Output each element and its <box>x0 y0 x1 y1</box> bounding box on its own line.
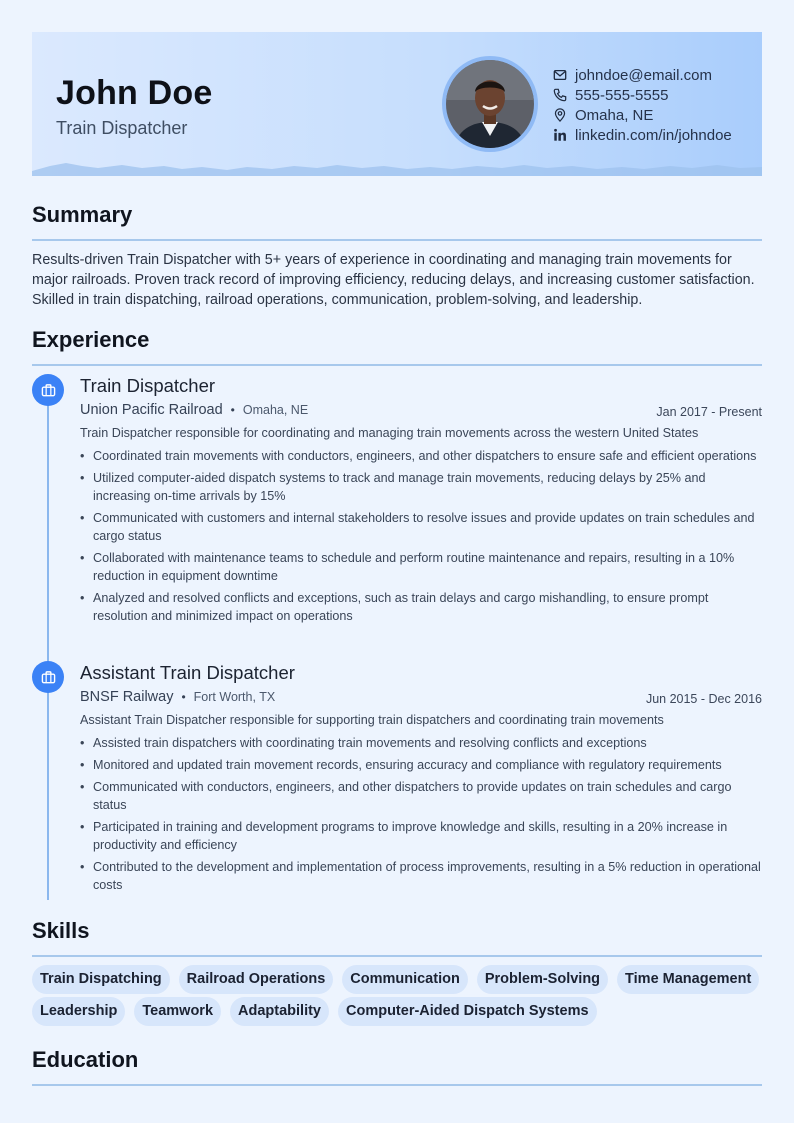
summary-heading: Summary <box>32 202 133 227</box>
contact-linkedin[interactable] <box>552 125 732 145</box>
job-dates: Jun 2015 - Dec 2016 <box>645 692 762 706</box>
skill-chip: Problem-Solving <box>477 965 608 994</box>
mail-icon <box>552 67 568 83</box>
skill-chip: Train Dispatching <box>32 965 170 994</box>
separator-dot: • <box>230 403 235 417</box>
contact-email-text: johndoe@email.com <box>575 66 712 84</box>
achievement-item: • Communicated with conductors, engineers, and other dispatchers to provide updates on train schedules and cargo status <box>80 778 762 814</box>
achievement-item: • Collaborated with maintenance teams to schedule and perform routine maintenance and repairs, resulting in a 10% reduction in equipment downtime <box>80 549 762 585</box>
phone-icon <box>552 87 568 103</box>
achievement-item: • Contributed to the development and implementation of process improvements, resulting in a 5% reduction in operational costs <box>80 858 762 894</box>
achievement-item: • Participated in training and development programs to improve knowledge and skills, resulting in a 20% increase in productivity and efficiency <box>80 818 762 854</box>
job-location: Omaha, NE <box>242 403 309 417</box>
job-company-line <box>80 689 275 705</box>
contact-linkedin-text: linkedin.com/in/johndoe <box>575 126 732 144</box>
job-company: BNSF Railway <box>80 689 174 705</box>
briefcase-icon <box>32 661 64 693</box>
job-title: Train Dispatcher <box>80 375 216 396</box>
contact-email[interactable] <box>552 65 732 85</box>
job-company: Union Pacific Railroad <box>80 402 223 418</box>
skill-chip: Teamwork <box>134 997 221 1026</box>
skill-chip: Computer-Aided Dispatch Systems <box>338 997 597 1026</box>
briefcase-icon <box>32 374 64 406</box>
skills-heading: Skills <box>32 918 90 943</box>
candidate-name: John Doe <box>56 74 213 112</box>
job-company-line <box>80 402 308 418</box>
education-heading: Education <box>32 1047 139 1072</box>
job-location: Fort Worth, TX <box>193 690 276 704</box>
education-divider <box>32 1084 762 1086</box>
candidate-role: Train Dispatcher <box>56 118 188 138</box>
skill-chip: Time Management <box>617 965 759 994</box>
profile-photo <box>442 56 538 152</box>
job-description: Train Dispatcher responsible for coordinating and managing train movements across the western United States <box>80 426 699 440</box>
skill-chip: Leadership <box>32 997 125 1026</box>
location-pin-icon <box>552 107 568 123</box>
skill-chip: Adaptability <box>230 997 329 1026</box>
achievement-item: • Communicated with customers and internal stakeholders to resolve issues and provide updates on train schedules and cargo status <box>80 509 762 545</box>
skill-chip: Communication <box>342 965 468 994</box>
summary-divider <box>32 239 762 241</box>
skills-list <box>32 965 772 1029</box>
contact-location-text: Omaha, NE <box>575 106 654 124</box>
contact-location <box>552 105 732 125</box>
summary-text: Results-driven Train Dispatcher with 5+ years of experience in coordinating and managing train movements for major railroads. Proven track record of improving efficiency, reducing delays, and increasing customer satisfaction. Skilled in train dispatching, railroad operations, communication, problem-solving, and leadership. <box>32 252 755 308</box>
header-wave-decoration <box>32 160 762 176</box>
achievement-item: • Assisted train dispatchers with coordinating train movements and resolving conflicts and exceptions <box>80 734 762 752</box>
experience-divider <box>32 364 762 366</box>
profile-photo-image <box>446 60 534 148</box>
contact-list <box>552 65 732 145</box>
linkedin-icon <box>552 127 568 143</box>
skills-divider <box>32 955 762 957</box>
separator-dot: • <box>181 690 186 704</box>
experience-timeline <box>47 390 49 900</box>
resume-header <box>32 32 762 176</box>
contact-phone[interactable] <box>552 85 732 105</box>
job-description: Assistant Train Dispatcher responsible for supporting train dispatchers and coordinating train movements <box>80 713 664 727</box>
experience-heading: Experience <box>32 327 150 352</box>
achievement-item: • Coordinated train movements with conductors, engineers, and other dispatchers to ensure safe and efficient operations <box>80 447 762 465</box>
achievement-item: • Utilized computer-aided dispatch systems to track and manage train movements, reducing delays by 25% and increasing on-time arrivals by 15% <box>80 469 762 505</box>
job-achievements <box>80 734 762 898</box>
job-achievements <box>80 447 762 629</box>
skill-chip: Railroad Operations <box>179 965 334 994</box>
job-title: Assistant Train Dispatcher <box>80 662 295 683</box>
contact-phone-text: 555-555-5555 <box>575 86 669 104</box>
achievement-item: • Monitored and updated train movement records, ensuring accuracy and compliance with regulatory requirements <box>80 756 762 774</box>
job-dates: Jan 2017 - Present <box>656 405 762 419</box>
achievement-item: • Analyzed and resolved conflicts and exceptions, such as train delays and cargo mishandling, to ensure prompt resolution and minimized impact on operations <box>80 589 762 625</box>
